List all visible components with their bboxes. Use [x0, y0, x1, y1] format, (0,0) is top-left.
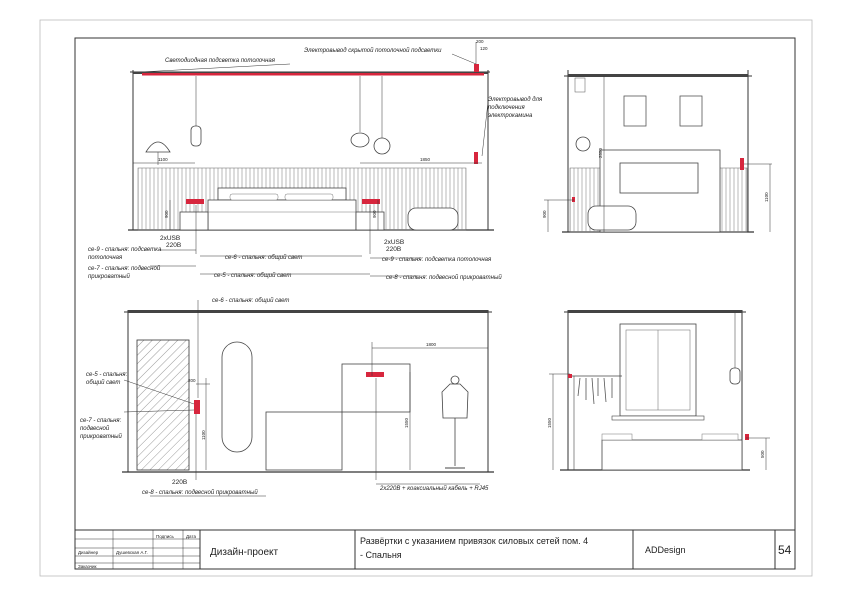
door-hatched — [137, 340, 189, 470]
sheet-title-1: Развёртки с указанием привязок силовых сетей пом. 4 — [360, 536, 589, 546]
dim-1800-c: 1800 — [426, 342, 437, 347]
dim-1550-c: 1550 — [404, 417, 409, 428]
callout-se6-top: се-6 - спальня: общий свет — [212, 298, 290, 304]
callout-se5-c-2: общий свет — [86, 380, 121, 386]
pendant-lamp-left — [191, 126, 201, 146]
dim-500-d: 500 — [760, 450, 765, 458]
wall-frame-1 — [624, 96, 646, 126]
callout-se5: се-5 - спальня: общий свет — [214, 273, 292, 279]
callout-se7-left-2: прикроватный — [88, 274, 130, 280]
wall-frame-2 — [680, 96, 702, 126]
project-name: Дизайн-проект — [210, 547, 279, 558]
dim-200-c: 200 — [188, 378, 196, 383]
role-designer: Дизайнер — [78, 550, 99, 555]
socket-left-usb: 2xUSB — [160, 235, 181, 242]
socket-block-left — [186, 199, 204, 204]
callout-se9-right: се-9 - спальня: подсветка потолочная — [382, 257, 492, 263]
callout-se7-c-1: се-7 - спальня: — [80, 418, 122, 424]
elevation-d — [547, 310, 770, 470]
elevation-c — [80, 297, 494, 496]
bed — [208, 200, 356, 230]
wall-mirror — [222, 342, 252, 452]
dim-200-a: 200 — [476, 39, 484, 44]
callout-se8-c: се-8 - спальня: подвесной прикроватный — [142, 490, 258, 496]
dim-900-right: 900 — [372, 210, 377, 218]
sheet-title-2: - Спальня — [360, 550, 402, 560]
designer-name: Душевская А.Г. — [116, 550, 148, 555]
callout-se5-c-1: се-5 - спальня: — [86, 372, 128, 378]
socket-220-c: 220B — [172, 479, 188, 486]
callout-se9-left-2: потолочная — [88, 255, 123, 261]
dresser — [266, 412, 342, 470]
pendant-lamp-d — [730, 368, 740, 384]
pendant-lamp-mid — [351, 133, 369, 147]
dim-1100-a: 1100 — [158, 157, 168, 162]
pendant-lamp-right — [374, 138, 390, 154]
wall-lamp-b — [576, 137, 590, 151]
col-date-label: Дата — [186, 534, 196, 539]
dim-2550-b: 2550 — [598, 147, 603, 158]
slat-wall-right — [720, 168, 747, 232]
socket-left-220: 220B — [166, 242, 182, 249]
elevation-b — [542, 70, 772, 232]
fireplace-outlet-line-1: Электровывод для — [488, 97, 543, 103]
bed-side — [602, 440, 742, 470]
col-sign-label: Подпись — [156, 534, 174, 539]
callout-se6: се-6 - спальня: общий свет — [225, 255, 303, 261]
wall-lamp — [146, 142, 170, 152]
dim-120-a: 120 — [480, 46, 488, 51]
dim-1550-d: 1550 — [547, 417, 552, 428]
socket-right-220: 220B — [386, 246, 402, 253]
callout-se7-c-2: подвесной — [80, 426, 110, 432]
pouf — [408, 208, 458, 230]
nightstand-left — [180, 212, 208, 230]
dim-900-b: 900 — [542, 210, 547, 218]
ceiling-outlet-label: Электровывод скрытой потолочной подсветки — [304, 48, 442, 54]
sheet-number: 54 — [778, 543, 792, 557]
clothes-stand — [442, 384, 468, 418]
dim-1100-b: 1100 — [764, 192, 769, 202]
pouf-b — [588, 206, 636, 230]
callout-se8: се-8 - спальня: подвесной прикроватный — [386, 275, 502, 281]
socket-right-usb: 2xUSB — [384, 239, 405, 246]
role-customer: Заказчик — [78, 564, 97, 569]
ceiling-led-strip — [142, 73, 484, 76]
ceiling-led-label: Светодиодная подсветка потолочная — [165, 58, 275, 64]
dim-900-left: 900 — [164, 210, 169, 218]
callout-se9-left-1: се-9 - спальня: подсветка — [88, 247, 162, 253]
fireplace-outlet-line-2: подключения — [488, 105, 525, 111]
fireplace-outlet-line-3: электрокамина — [488, 113, 533, 119]
elevation-a — [88, 39, 543, 281]
socket-block-right — [362, 199, 380, 204]
company-name: ADDesign — [645, 545, 686, 555]
tv-cable-label: 2х220В + коаксиальный кабель + RJ45 — [380, 486, 489, 492]
dim-1100-c: 1100 — [201, 430, 206, 440]
callout-se7-left-1: се-7 - спальня: подвесной — [88, 266, 161, 272]
dim-1850-a: 1850 — [420, 157, 431, 162]
callout-se7-c-3: прикроватный — [80, 434, 122, 440]
tv-panel — [620, 163, 698, 193]
